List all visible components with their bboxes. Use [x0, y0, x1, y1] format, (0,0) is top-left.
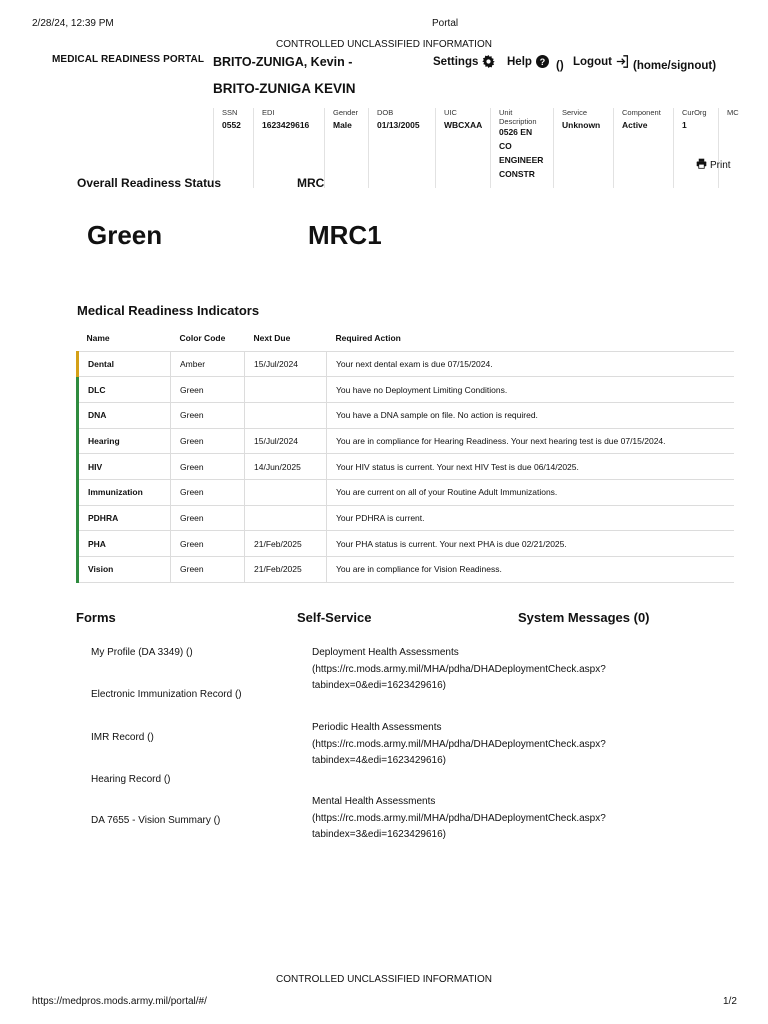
service-label: Service [562, 108, 588, 117]
dob-field [368, 108, 435, 188]
service-field [553, 108, 613, 188]
print-page-title: Portal [432, 18, 459, 29]
component-field [613, 108, 673, 188]
printer-icon [696, 158, 707, 172]
unit-label: Unit Description [499, 108, 537, 126]
ssn-value: 0552 [222, 120, 241, 130]
indicator-color: Amber [171, 351, 245, 377]
overall-readiness-value: Green [87, 220, 163, 250]
indicator-action: You are current on all of your Routine Adult Immunizations. [327, 479, 735, 505]
self-service-title: Self-Service [297, 610, 372, 625]
column-header-name: Name [86, 333, 110, 344]
logout-label: Logout [573, 55, 612, 68]
edi-label: EDI [262, 108, 275, 117]
self-service-label: Periodic Health Assessments [312, 722, 442, 733]
uic-value: WBCXAA [444, 120, 483, 130]
curorg-value: 1 [682, 120, 687, 130]
help-suffix: () [556, 60, 564, 72]
self-service-url: (https://rc.mods.army.mil/MHA/pdha/DHADeploymentCheck.aspx? [312, 738, 606, 750]
indicator-due: 21/Feb/2025 [245, 557, 327, 583]
indicator-name: Vision [78, 557, 171, 583]
uic-field [435, 108, 490, 188]
help-link[interactable] [507, 55, 549, 68]
table-row [78, 505, 735, 531]
table-header-row [78, 326, 735, 351]
indicator-name: DNA [78, 402, 171, 428]
indicators-title: Medical Readiness Indicators [77, 303, 260, 318]
table-row [78, 428, 735, 454]
indicator-due [245, 505, 327, 531]
indicator-color: Green [171, 479, 245, 505]
print-footer-url: https://medpros.mods.army.mil/portal/#/ [32, 996, 207, 1007]
mrc-label: MRC [297, 176, 325, 190]
indicator-action: You are in compliance for Vision Readiness. [327, 557, 735, 583]
column-header-required-action: Required Action [335, 333, 401, 344]
curorg-field [673, 108, 718, 188]
indicators-table [76, 326, 734, 583]
self-service-url-cont: tabindex=0&edi=1623429616) [312, 680, 447, 691]
edi-value: 1623429616 [262, 120, 310, 130]
gender-value: Male [333, 120, 352, 130]
indicator-due: 15/Jul/2024 [245, 428, 327, 454]
patient-name-line: BRITO-ZUNIGA, Kevin - [213, 55, 353, 69]
ssn-label: SSN [222, 108, 238, 117]
self-service-url-cont: tabindex=4&edi=1623429616) [312, 755, 447, 766]
forms-title: Forms [76, 610, 116, 625]
print-footer-page: 1/2 [723, 996, 737, 1007]
indicator-action: You are in compliance for Hearing Readiness. Your next hearing test is due 07/15/2024. [327, 428, 735, 454]
gender-label: Gender [333, 108, 359, 117]
classification-banner-bottom: CONTROLLED UNCLASSIFIED INFORMATION [276, 974, 492, 985]
table-row [78, 531, 735, 557]
indicator-due [245, 377, 327, 403]
mc-field [718, 108, 748, 188]
indicator-color: Green [171, 557, 245, 583]
form-link-immunization-record[interactable]: Electronic Immunization Record () [91, 689, 242, 700]
unit-field [490, 108, 553, 188]
indicator-action: Your PHA status is current. Your next PHA is due 02/21/2025. [327, 531, 735, 557]
mrc-value: MRC1 [308, 220, 382, 250]
table-row [78, 479, 735, 505]
mc-label: MC [727, 108, 739, 117]
unit-value-line4: CONSTR [499, 169, 535, 179]
indicator-name: Immunization [78, 479, 171, 505]
column-header-color-code: Color Code [179, 333, 226, 344]
indicator-color: Green [171, 377, 245, 403]
indicator-action: You have a DNA sample on file. No action is required. [327, 402, 735, 428]
table-row [78, 557, 735, 583]
self-service-link-deployment[interactable] [312, 645, 606, 695]
patient-full-name: BRITO-ZUNIGA KEVIN [213, 81, 356, 96]
indicator-action: Your PDHRA is current. [327, 505, 735, 531]
indicator-name: PHA [78, 531, 171, 557]
form-link-my-profile[interactable]: My Profile (DA 3349) () [91, 647, 193, 658]
unit-value-line1: 0526 EN [499, 127, 533, 137]
unit-value-line2: CO [499, 141, 512, 151]
print-label: Print [710, 159, 731, 171]
indicator-action: Your HIV status is current. Your next HIV Test is due 06/14/2025. [327, 454, 735, 480]
indicator-name: Dental [78, 351, 171, 377]
service-value: Unknown [562, 120, 601, 130]
self-service-label: Mental Health Assessments [312, 796, 436, 807]
indicator-color: Green [171, 505, 245, 531]
indicator-due: 21/Feb/2025 [245, 531, 327, 557]
indicator-color: Green [171, 428, 245, 454]
system-messages-title: System Messages (0) [518, 610, 650, 625]
self-service-url: (https://rc.mods.army.mil/MHA/pdha/DHADeploymentCheck.aspx? [312, 812, 606, 824]
self-service-label: Deployment Health Assessments [312, 647, 459, 658]
table-row [78, 351, 735, 377]
help-label: Help [507, 55, 532, 68]
curorg-label: CurOrg [682, 108, 707, 117]
logout-link[interactable] [573, 55, 629, 68]
self-service-link-periodic[interactable] [312, 720, 606, 770]
indicator-name: DLC [78, 377, 171, 403]
dob-value: 01/13/2005 [377, 120, 420, 130]
portal-brand[interactable]: MEDICAL READINESS PORTAL [52, 54, 205, 65]
form-link-vision-summary[interactable]: DA 7655 - Vision Summary () [91, 815, 221, 826]
form-link-hearing-record[interactable]: Hearing Record () [91, 774, 171, 785]
indicator-action: Your next dental exam is due 07/15/2024. [327, 351, 735, 377]
logout-icon [616, 55, 629, 68]
dob-label: DOB [377, 108, 394, 117]
table-row [78, 377, 735, 403]
component-label: Component [622, 108, 661, 117]
column-header-next-due: Next Due [253, 333, 291, 344]
indicator-color: Green [171, 454, 245, 480]
indicator-color: Green [171, 531, 245, 557]
indicator-color: Green [171, 402, 245, 428]
self-service-url-cont: tabindex=3&edi=1623429616) [312, 829, 447, 840]
indicator-due: 14/Jun/2025 [245, 454, 327, 480]
settings-label: Settings [433, 55, 479, 68]
indicator-due [245, 402, 327, 428]
settings-link[interactable] [433, 55, 495, 68]
question-circle-icon [536, 55, 549, 68]
gender-field [324, 108, 368, 188]
indicator-due: 15/Jul/2024 [245, 351, 327, 377]
uic-label: UIC [444, 108, 457, 117]
self-service-url: (https://rc.mods.army.mil/MHA/pdha/DHADeploymentCheck.aspx? [312, 663, 606, 675]
overall-readiness-label: Overall Readiness Status [77, 176, 222, 190]
table-row [78, 454, 735, 480]
indicator-name: HIV [78, 454, 171, 480]
self-service-link-mental-health[interactable] [312, 794, 606, 844]
classification-banner-top: CONTROLLED UNCLASSIFIED INFORMATION [276, 39, 492, 50]
print-datetime: 2/28/24, 12:39 PM [32, 18, 114, 29]
indicator-action: You have no Deployment Limiting Conditions. [327, 377, 735, 403]
component-value: Active [622, 120, 648, 130]
svg-text:?: ? [539, 56, 546, 67]
table-row [78, 402, 735, 428]
indicator-name: Hearing [78, 428, 171, 454]
print-button[interactable] [696, 158, 731, 172]
form-link-imr-record[interactable]: IMR Record () [91, 732, 154, 743]
logout-suffix: (home/signout) [633, 60, 717, 72]
unit-value-line3: ENGINEER [499, 155, 544, 165]
indicator-name: PDHRA [78, 505, 171, 531]
gear-icon [482, 55, 495, 68]
indicator-due [245, 479, 327, 505]
